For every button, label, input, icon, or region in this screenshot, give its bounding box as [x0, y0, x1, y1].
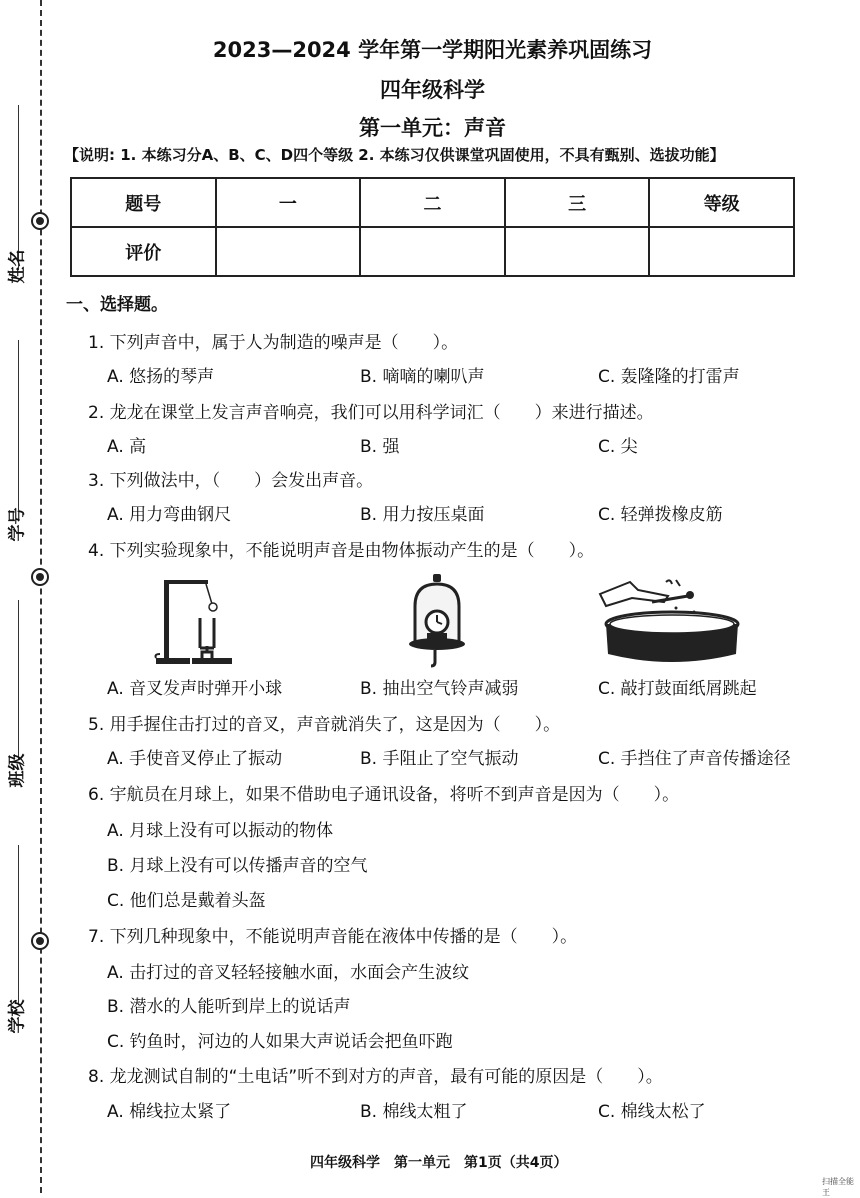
score-cell[interactable] [505, 227, 650, 276]
question-stem: 7. 下列几种现象中，不能说明声音能在液体中传播的是（ ）。 [88, 927, 578, 947]
table-cell: 一 [216, 178, 361, 227]
unit-title: 第一单元：声音 [359, 116, 506, 140]
section-heading: 一、选择题。 [66, 295, 168, 315]
exam-title: 2023—2024 学年第一学期阳光素养巩固练习 [212, 38, 653, 62]
table-cell: 等级 [649, 178, 794, 227]
option-a[interactable]: A. 音叉发声时弹开小球 [107, 679, 283, 699]
option-b[interactable]: B. 潜水的人能听到岸上的说话声 [107, 997, 351, 1017]
option-b[interactable]: B. 手阻止了空气振动 [360, 749, 519, 769]
question-stem: 6. 宇航员在月球上，如果不借助电子通讯设备，将听不到声音是因为（ ）。 [88, 785, 680, 805]
cut-line [40, 0, 42, 1193]
option-c[interactable]: C. 轻弹拨橡皮筋 [598, 505, 723, 525]
option-a[interactable]: A. 击打过的音叉轻轻接触水面，水面会产生波纹 [107, 963, 470, 983]
option-b[interactable]: B. 强 [360, 437, 400, 457]
question-stem: 8. 龙龙测试自制的“土电话”听不到对方的声音，最有可能的原因是（ ）。 [88, 1067, 663, 1087]
binding-margin [0, 0, 62, 1193]
instructions-note: 【说明: 1. 本练习分A、B、C、D四个等级 2. 本练习仅供课堂巩固使用，不具有甄别、选拔功能】 [64, 146, 725, 164]
option-b[interactable]: B. 抽出空气铃声减弱 [360, 679, 519, 699]
option-a[interactable]: A. 手使音叉停止了振动 [107, 749, 283, 769]
question-stem: 5. 用手握住击打过的音叉，声音就消失了，这是因为（ ）。 [88, 715, 561, 735]
student-id-label: 学号 [7, 507, 28, 542]
score-cell[interactable] [649, 227, 794, 276]
question-stem: 2. 龙龙在课堂上发言声音响亮，我们可以用科学词汇（ ）来进行描述。 [88, 403, 654, 423]
school-fill-line[interactable] [18, 845, 19, 1005]
name-label: 姓名 [7, 249, 28, 284]
table-cell: 评价 [71, 227, 216, 276]
scanner-watermark: 扫描全能王 [822, 1177, 854, 1197]
option-c[interactable]: C. 他们总是戴着头盔 [107, 891, 266, 911]
option-c[interactable]: C. 轰隆隆的打雷声 [598, 367, 740, 387]
option-a[interactable]: A. 用力弯曲钢尺 [107, 505, 232, 525]
option-a[interactable]: A. 高 [107, 437, 147, 457]
option-c[interactable]: C. 钓鱼时，河边的人如果大声说话会把鱼吓跑 [107, 1032, 453, 1052]
option-b[interactable]: B. 用力按压桌面 [360, 505, 485, 525]
binding-hole-icon [31, 568, 49, 586]
option-c[interactable]: C. 敲打鼓面纸屑跳起 [598, 679, 757, 699]
class-label: 班级 [7, 753, 28, 788]
option-a[interactable]: A. 棉线拉太紧了 [107, 1102, 232, 1122]
option-c[interactable]: C. 棉线太松了 [598, 1102, 706, 1122]
score-cell[interactable] [216, 227, 361, 276]
table-row [71, 227, 794, 276]
option-c[interactable]: C. 尖 [598, 437, 638, 457]
question-stem: 4. 下列实验现象中，不能说明声音是由物体振动产生的是（ ）。 [88, 541, 595, 561]
class-fill-line[interactable] [18, 600, 19, 760]
option-b[interactable]: B. 月球上没有可以传播声音的空气 [107, 856, 368, 876]
score-cell[interactable] [360, 227, 505, 276]
question-stem: 3. 下列做法中，（ ）会发出声音。 [88, 471, 374, 491]
bell-jar-illustration [405, 572, 469, 668]
option-c[interactable]: C. 手挡住了声音传播途径 [598, 749, 791, 769]
table-cell: 三 [505, 178, 650, 227]
option-a[interactable]: A. 悠扬的琴声 [107, 367, 215, 387]
option-b[interactable]: B. 棉线太粗了 [360, 1102, 468, 1122]
tuning-fork-ball-illustration [152, 574, 244, 666]
option-a[interactable]: A. 月球上没有可以振动的物体 [107, 821, 334, 841]
table-cell: 题号 [71, 178, 216, 227]
table-cell: 二 [360, 178, 505, 227]
table-row [71, 178, 794, 227]
binding-hole-icon [31, 212, 49, 230]
school-label: 学校 [7, 999, 28, 1034]
grade-table [70, 177, 795, 277]
page-footer: 四年级科学 第一单元 第1页（共4页） [310, 1155, 568, 1171]
question-stem: 1. 下列声音中，属于人为制造的噪声是（ ）。 [88, 333, 459, 353]
option-b[interactable]: B. 嘀嘀的喇叭声 [360, 367, 485, 387]
drum-paper-illustration [590, 576, 742, 666]
subject-title: 四年级科学 [380, 78, 485, 102]
name-fill-line[interactable] [18, 105, 19, 270]
student-id-fill-line[interactable] [18, 340, 19, 510]
binding-hole-icon [31, 932, 49, 950]
